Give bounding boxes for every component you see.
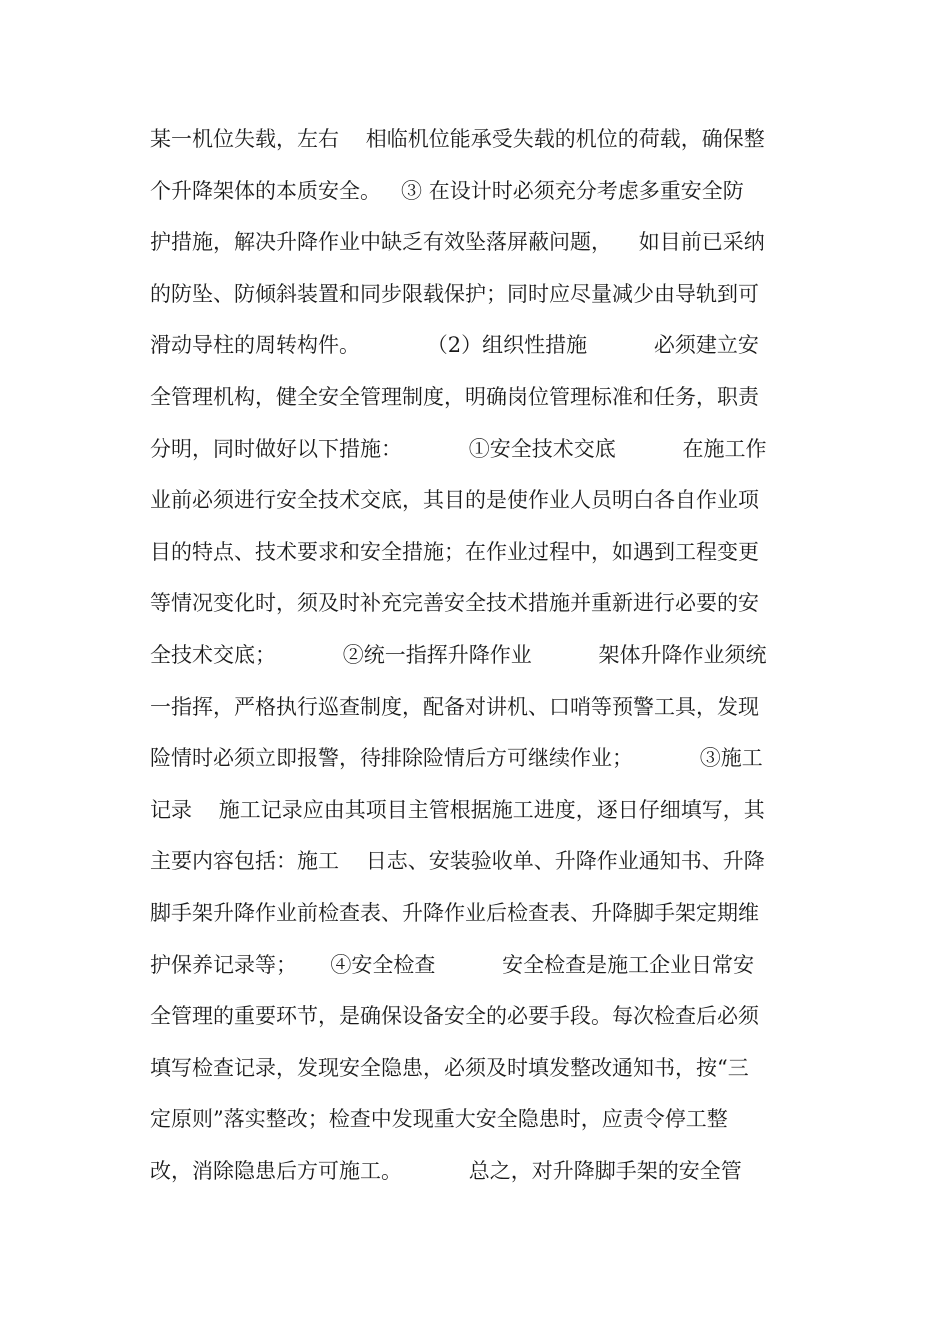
text-line: 滑动导柱的周转构件。 （2）组织性措施 必须建立安: [150, 333, 759, 358]
text-line: 护保养记录等； ④安全检查 安全检查是施工企业日常安: [150, 952, 755, 977]
text-line: 等情况变化时，须及时补充完善安全技术措施并重新进行必要的安: [150, 591, 759, 616]
text-line: 主要内容包括：施工 日志、安装验收单、升降作业通知书、升降: [150, 849, 765, 874]
text-line: 填写检查记录，发现安全隐患，必须及时填发整改通知书，按“三: [150, 1055, 749, 1080]
text-line: 险情时必须立即报警，待排除险情后方可继续作业； ③施工: [150, 746, 763, 771]
text-line: 的防坠、防倾斜装置和同步限载保护；同时应尽量减少由导轨到可: [150, 281, 759, 306]
text-line: 个升降架体的本质安全。 ③ 在设计时必须充分考虑多重安全防: [150, 178, 744, 203]
text-line: 全管理的重要环节，是确保设备安全的必要手段。每次检查后必须: [150, 1004, 759, 1029]
text-line: 业前必须进行安全技术交底，其目的是使作业人员明白各自作业项: [150, 488, 759, 513]
text-line: 全技术交底； ②统一指挥升降作业 架体升降作业须统: [150, 642, 767, 667]
text-line: 某一机位失载，左右 相临机位能承受失载的机位的荷载，确保整: [150, 127, 765, 151]
text-line: 分明，同时做好以下措施： ①安全技术交底 在施工作: [150, 436, 767, 461]
text-line: 记录 施工记录应由其项目主管根据施工进度，逐日仔细填写，其: [150, 797, 765, 822]
text-line: 脚手架升降作业前检查表、升降作业后检查表、升降脚手架定期维: [150, 900, 759, 925]
body-text: [150, 114, 810, 1197]
text-line: 定原则”落实整改；检查中发现重大安全隐患时，应责令停工整: [150, 1107, 728, 1132]
text-line: 一指挥，严格执行巡查制度，配备对讲机、口哨等预警工具，发现: [150, 694, 759, 719]
text-line: 改，消除隐患后方可施工。 总之，对升降脚手架的安全管: [150, 1158, 742, 1183]
text-line: 护措施，解决升降作业中缺乏有效坠落屏蔽问题， 如目前已采纳: [150, 230, 765, 255]
text-line: 目的特点、技术要求和安全措施；在作业过程中，如遇到工程变更: [150, 539, 759, 564]
text-line: 全管理机构，健全安全管理制度，明确岗位管理标准和任务，职责: [150, 384, 759, 409]
